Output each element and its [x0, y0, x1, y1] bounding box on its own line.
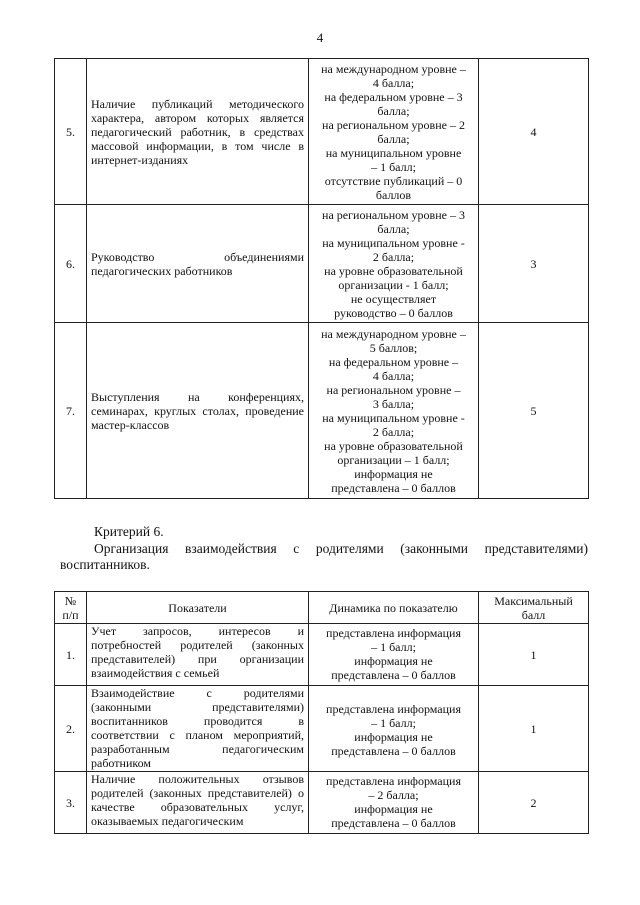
indicator-cell: Взаимодействие с родителями (законными представителями) воспитанников проводится в соответствии с планом мероприятий, разработанным педагогическим работником: [87, 686, 309, 772]
indicator-cell: Наличие публикаций методического характера, автором которых является педагогический работник, в средствах массовой информации, в том числе в интернет-изданиях: [87, 59, 309, 205]
max-score-cell: 4: [479, 59, 589, 205]
header-max: Максимальный балл: [479, 592, 589, 624]
max-score-cell: 5: [479, 323, 589, 499]
max-score-cell: 3: [479, 205, 589, 323]
dynamics-cell: на международном уровне – 5 баллов; на федеральном уровне – 4 балла; на региональном уровне – 3 балла; на муниципальном уровне - 2 балла; на уровне образовательной организации – 1 балл; информация не представлена – 0 баллов: [309, 323, 479, 499]
table-row: [55, 323, 589, 499]
max-score-cell: 2: [479, 772, 589, 834]
row-number: 5.: [55, 59, 87, 205]
table-row: [55, 624, 589, 686]
header-indicator: Показатели: [87, 592, 309, 624]
criterion-5-table-continued: [54, 58, 589, 499]
indicator-cell: Учет запросов, интересов и потребностей родителей (законных представителей) при организации взаимодействия с семьей: [87, 624, 309, 686]
table-header-row: [55, 592, 589, 624]
max-score-cell: 1: [479, 624, 589, 686]
table-row: [55, 772, 589, 834]
criterion-title: Организация взаимодействия с родителями (законными представителями) воспитанников.: [60, 541, 588, 572]
table-row: [55, 205, 589, 323]
indicator-cell: Руководство объединениями педагогических работников: [87, 205, 309, 323]
criterion-6-table: [54, 591, 589, 834]
row-number: 7.: [55, 323, 87, 499]
dynamics-cell: представлена информация – 2 балла; информация не представлена – 0 баллов: [309, 772, 479, 834]
row-number: 2.: [55, 686, 87, 772]
header-num: № п/п: [55, 592, 87, 624]
indicator-cell: Наличие положительных отзывов родителей (законных представителей) о качестве образовательных услуг, оказываемых педагогическим: [87, 772, 309, 834]
dynamics-cell: на международном уровне – 4 балла; на федеральном уровне – 3 балла; на региональном уровне – 2 балла; на муниципальном уровне – 1 балл; отсутствие публикаций – 0 баллов: [309, 59, 479, 205]
row-number: 6.: [55, 205, 87, 323]
criterion-label: Критерий 6.: [94, 524, 164, 539]
max-score-cell: 1: [479, 686, 589, 772]
row-number: 1.: [55, 624, 87, 686]
table-row: [55, 59, 589, 205]
row-number: 3.: [55, 772, 87, 834]
table-row: [55, 686, 589, 772]
page-number: 4: [316, 30, 324, 45]
indicator-cell: Выступления на конференциях, семинарах, круглых столах, проведение мастер-классов: [87, 323, 309, 499]
dynamics-cell: представлена информация – 1 балл; информация не представлена – 0 баллов: [309, 686, 479, 772]
dynamics-cell: на региональном уровне – 3 балла; на муниципальном уровне - 2 балла; на уровне образовательной организации - 1 балл; не осуществляет руководство – 0 баллов: [309, 205, 479, 323]
header-dynamics: Динамика по показателю: [309, 592, 479, 624]
dynamics-cell: представлена информация – 1 балл; информация не представлена – 0 баллов: [309, 624, 479, 686]
